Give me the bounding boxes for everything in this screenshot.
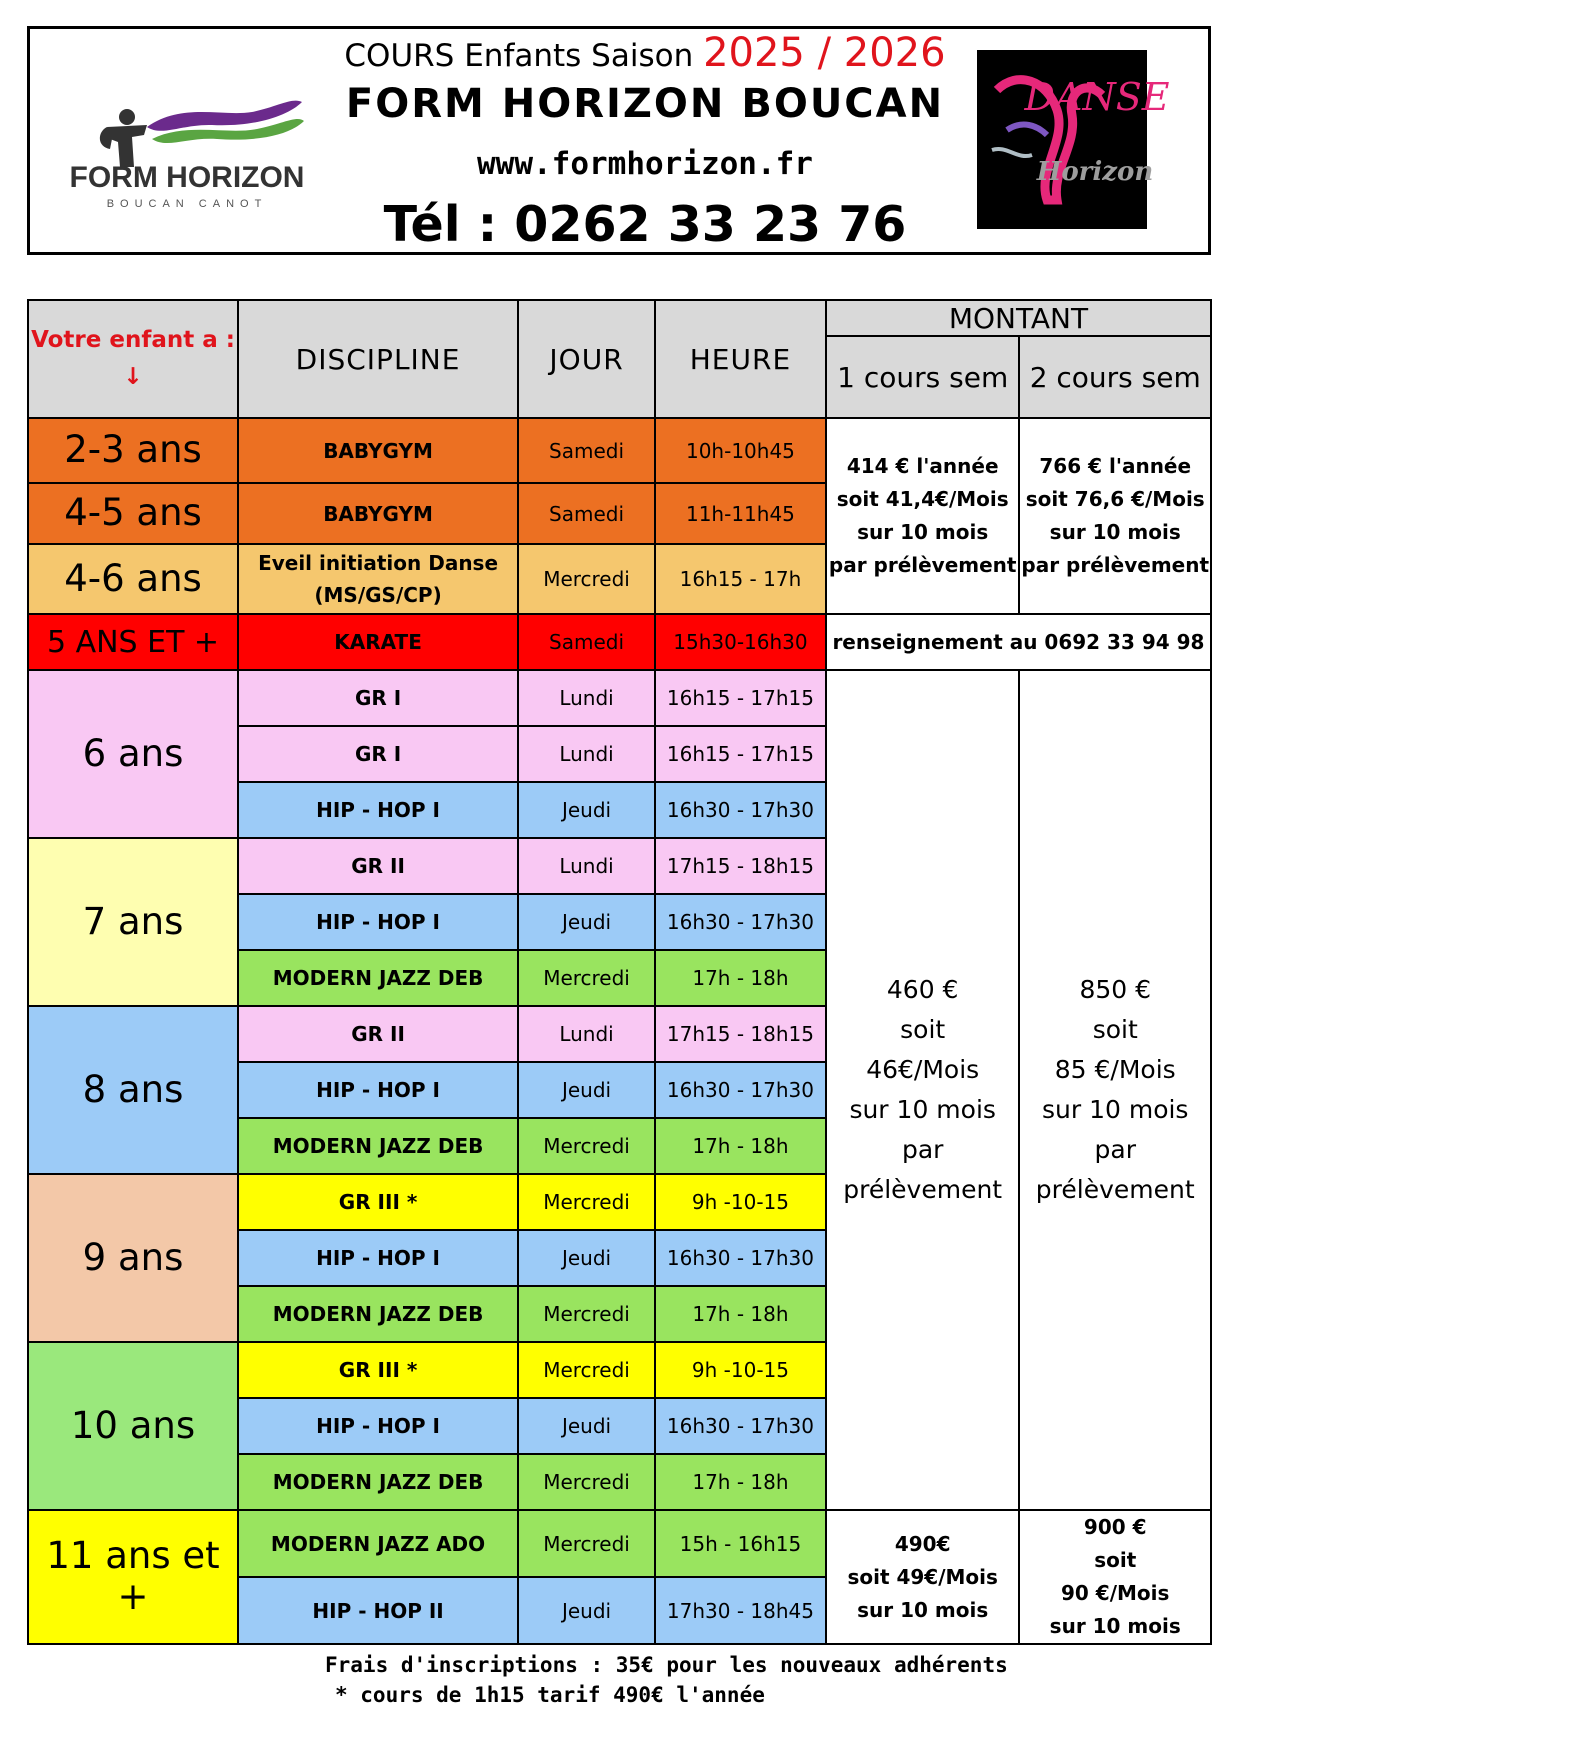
jour-cell: Jeudi (518, 1398, 655, 1454)
age-cell: 7 ans (28, 838, 238, 1006)
club-name: FORM HORIZON BOUCAN (345, 81, 945, 127)
price-1-cours-main: 460 € soit 46€/Mois sur 10 mois par prélèvement (826, 670, 1020, 1510)
heure-cell: 17h - 18h (655, 1118, 826, 1174)
heure-cell: 16h30 - 17h30 (655, 782, 826, 838)
logo-danse-sub: Horizon (1036, 157, 1154, 187)
header-jour: JOUR (518, 300, 655, 418)
jour-cell: Jeudi (518, 1062, 655, 1118)
heure-cell: 17h - 18h (655, 1454, 826, 1510)
price-1-cours-ado: 490€ soit 49€/Mois sur 10 mois (826, 1510, 1020, 1644)
heure-cell: 16h30 - 17h30 (655, 1398, 826, 1454)
footer-fees: Frais d'inscriptions : 35€ pour les nouveaux adhérents (325, 1653, 1008, 1677)
arrow-down-icon: ↓ (123, 364, 143, 390)
discipline-cell: GR I (238, 670, 518, 726)
discipline-cell: BABYGYM (238, 418, 518, 483)
discipline-cell: HIP - HOP I (238, 1062, 518, 1118)
discipline-cell: BABYGYM (238, 483, 518, 544)
age-cell: 5 ANS ET + (28, 614, 238, 670)
jour-cell: Lundi (518, 838, 655, 894)
jour-cell: Mercredi (518, 1342, 655, 1398)
age-cell: 4-5 ans (28, 483, 238, 544)
season-year: 2025 / 2026 (703, 30, 946, 76)
heure-cell: 16h15 - 17h15 (655, 726, 826, 782)
heure-cell: 11h-11h45 (655, 483, 826, 544)
discipline-cell: HIP - HOP II (238, 1577, 518, 1644)
form-horizon-logo (52, 97, 322, 217)
jour-cell: Mercredi (518, 1286, 655, 1342)
jour-cell: Jeudi (518, 894, 655, 950)
jour-cell: Samedi (518, 483, 655, 544)
heure-cell: 17h15 - 18h15 (655, 838, 826, 894)
discipline-cell: HIP - HOP I (238, 782, 518, 838)
website: www.formhorizon.fr (477, 146, 813, 182)
age-cell: 4-6 ans (28, 544, 238, 614)
header-box (27, 26, 1211, 255)
discipline-cell: HIP - HOP I (238, 1230, 518, 1286)
heure-cell: 17h - 18h (655, 1286, 826, 1342)
jour-cell: Mercredi (518, 950, 655, 1006)
price-1-cours-babygym: 414 € l'année soit 41,4€/Mois sur 10 mois par prélèvement (826, 418, 1020, 614)
header-montant: MONTANT (826, 300, 1211, 336)
heure-cell: 10h-10h45 (655, 418, 826, 483)
header-1-cours: 1 cours sem (826, 336, 1020, 418)
heure-cell: 16h30 - 17h30 (655, 1062, 826, 1118)
heure-cell: 16h30 - 17h30 (655, 894, 826, 950)
karate-info: renseignement au 0692 33 94 98 (826, 614, 1211, 670)
danse-horizon-logo (977, 50, 1170, 229)
heure-cell: 15h30-16h30 (655, 614, 826, 670)
discipline-cell: GR III * (238, 1342, 518, 1398)
jour-cell: Mercredi (518, 1174, 655, 1230)
header-heure: HEURE (655, 300, 826, 418)
jour-cell: Jeudi (518, 1577, 655, 1644)
age-cell: 11 ans et + (28, 1510, 238, 1644)
jour-cell: Lundi (518, 670, 655, 726)
heure-cell: 9h -10-15 (655, 1174, 826, 1230)
logo-fh-text: FORM HORIZON (69, 161, 305, 194)
jour-cell: Jeudi (518, 1230, 655, 1286)
discipline-cell: MODERN JAZZ DEB (238, 1118, 518, 1174)
jour-cell: Mercredi (518, 1510, 655, 1577)
heure-cell: 16h15 - 17h15 (655, 670, 826, 726)
logo-fh-sub: BOUCAN CANOT (106, 198, 268, 210)
heure-cell: 17h15 - 18h15 (655, 1006, 826, 1062)
heure-cell: 17h - 18h (655, 950, 826, 1006)
discipline-cell: MODERN JAZZ DEB (238, 1454, 518, 1510)
price-2-cours-babygym: 766 € l'année soit 76,6 €/Mois sur 10 mois par prélèvement (1019, 418, 1211, 614)
table-row (28, 418, 1211, 483)
table-header-row (28, 300, 1211, 336)
age-cell: 6 ans (28, 670, 238, 838)
discipline-cell: HIP - HOP I (238, 894, 518, 950)
heure-cell: 9h -10-15 (655, 1342, 826, 1398)
discipline-cell: GR II (238, 1006, 518, 1062)
discipline-cell: Eveil initiation Danse (MS/GS/CP) (238, 544, 518, 614)
price-2-cours-main: 850 € soit 85 €/Mois sur 10 mois par prélèvement (1019, 670, 1211, 1510)
jour-cell: Lundi (518, 1006, 655, 1062)
footer-note: * cours de 1h15 tarif 490€ l'année (335, 1683, 765, 1707)
table-row (28, 614, 1211, 670)
logo-danse-text: DANSE (1024, 75, 1170, 119)
jour-cell: Samedi (518, 418, 655, 483)
discipline-cell: MODERN JAZZ DEB (238, 950, 518, 1006)
header-discipline: DISCIPLINE (238, 300, 518, 418)
jour-cell: Lundi (518, 726, 655, 782)
heure-cell: 15h - 16h15 (655, 1510, 826, 1577)
heure-cell: 16h30 - 17h30 (655, 1230, 826, 1286)
table-row (28, 670, 1211, 726)
discipline-cell: GR III * (238, 1174, 518, 1230)
schedule-table (27, 299, 1212, 1645)
jour-cell: Samedi (518, 614, 655, 670)
discipline-cell: GR II (238, 838, 518, 894)
jour-cell: Mercredi (518, 544, 655, 614)
age-cell: 8 ans (28, 1006, 238, 1174)
age-cell: 9 ans (28, 1174, 238, 1342)
phone: Tél : 0262 33 23 76 (383, 196, 907, 253)
discipline-cell: MODERN JAZZ ADO (238, 1510, 518, 1577)
heure-cell: 17h30 - 18h45 (655, 1577, 826, 1644)
header-title: COURS Enfants Saison 2025 / 2026 (344, 30, 946, 76)
header-2-cours: 2 cours sem (1019, 336, 1211, 418)
jour-cell: Mercredi (518, 1454, 655, 1510)
jour-cell: Jeudi (518, 782, 655, 838)
price-2-cours-ado: 900 € soit 90 €/Mois sur 10 mois (1019, 1510, 1211, 1644)
header-votre: Votre enfant a : ↓ (28, 300, 238, 418)
table-row (28, 1510, 1211, 1577)
heure-cell: 16h15 - 17h (655, 544, 826, 614)
age-cell: 2-3 ans (28, 418, 238, 483)
discipline-cell: MODERN JAZZ DEB (238, 1286, 518, 1342)
jour-cell: Mercredi (518, 1118, 655, 1174)
age-cell: 10 ans (28, 1342, 238, 1510)
discipline-cell: KARATE (238, 614, 518, 670)
discipline-cell: GR I (238, 726, 518, 782)
discipline-cell: HIP - HOP I (238, 1398, 518, 1454)
